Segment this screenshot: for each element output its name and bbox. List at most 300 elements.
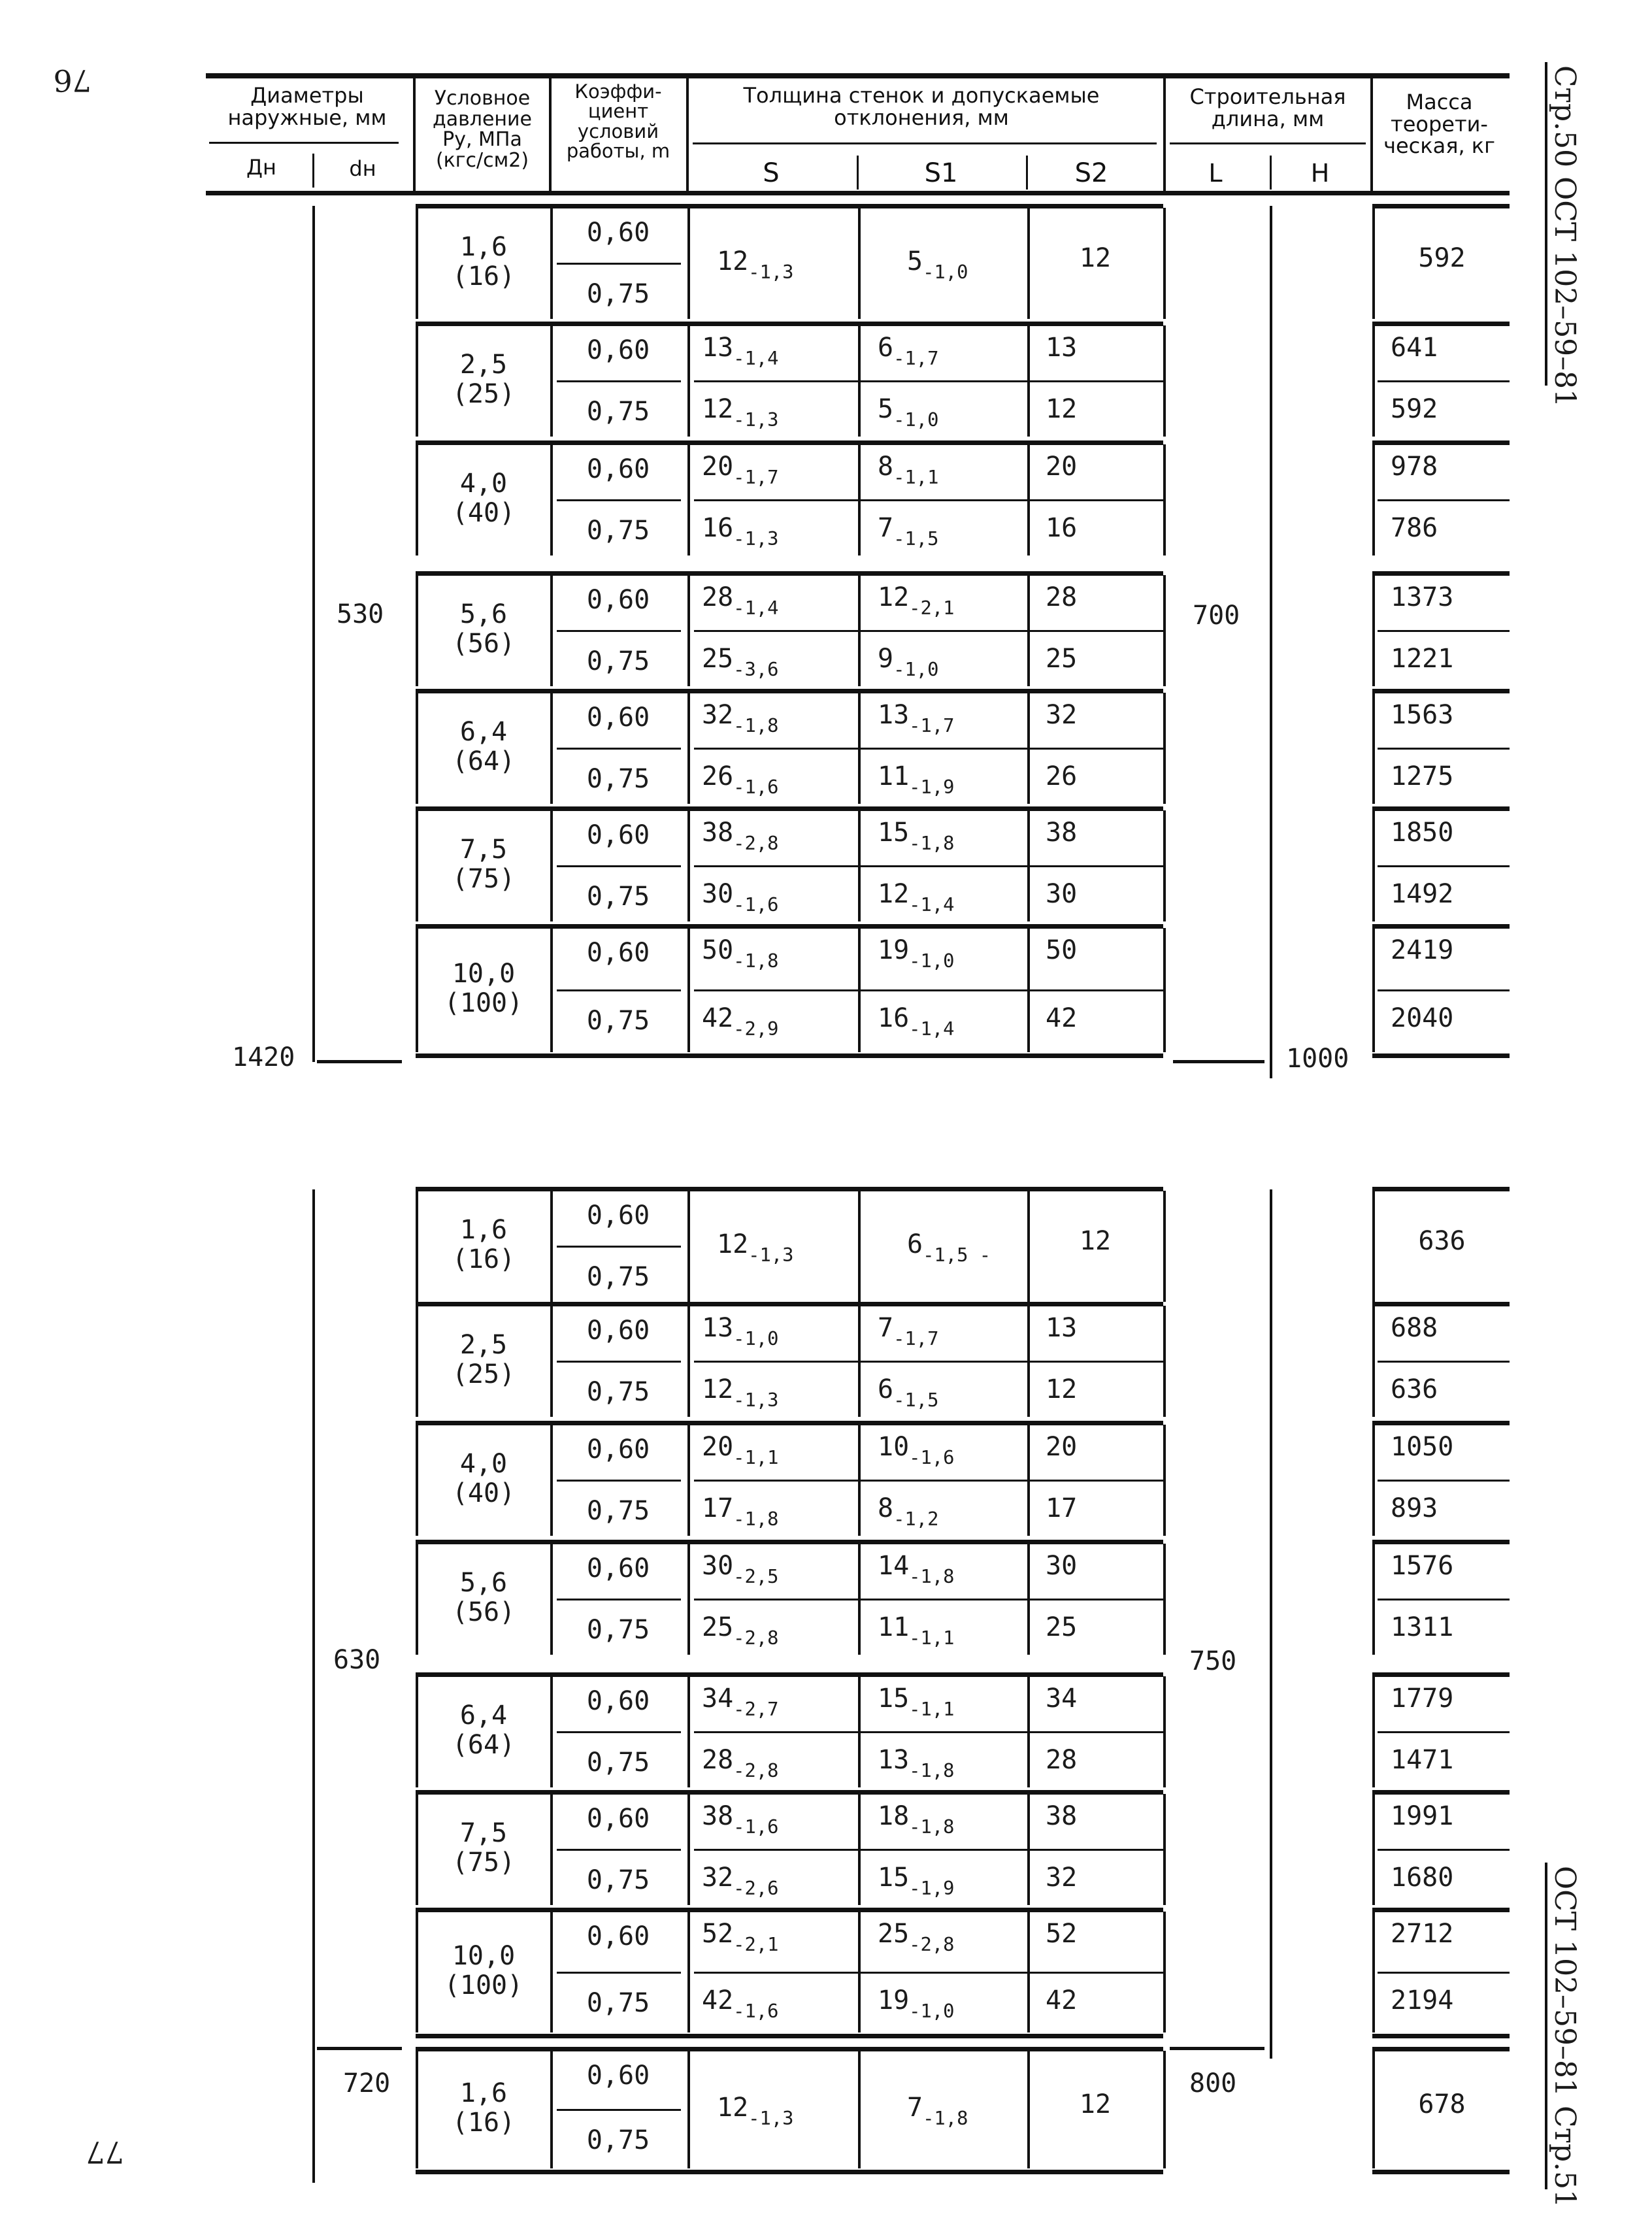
thickness-s-tolerance: -1,0 xyxy=(733,1327,779,1350)
group-top-rule-mass xyxy=(1372,924,1510,929)
thickness-s-tolerance: -1,3 xyxy=(748,2106,794,2129)
cell-border xyxy=(687,575,690,686)
thickness-s1-value: 6 xyxy=(878,333,894,363)
cell-border xyxy=(1372,444,1375,556)
cell-border xyxy=(1372,810,1375,921)
thickness-s2: 32 xyxy=(1046,1863,1078,1893)
thickness-s1-value: 5 xyxy=(907,246,923,276)
thickness-s1-value: 19 xyxy=(878,935,910,965)
thickness-s1 xyxy=(878,1614,955,1648)
thickness-s2: 26 xyxy=(1046,761,1078,791)
thickness-s xyxy=(702,1803,779,1836)
pressure-kgf: (64) xyxy=(452,746,516,776)
cell-border xyxy=(1163,2051,1166,2168)
thickness-s1 xyxy=(878,702,955,735)
thickness-s-value: 30 xyxy=(702,879,734,909)
mass-divider xyxy=(1378,1599,1510,1600)
cell-border xyxy=(1163,928,1166,1052)
cell-border xyxy=(687,1544,690,1655)
cell-border xyxy=(1163,1912,1166,2032)
thickness-s1 xyxy=(907,1231,991,1265)
cell-border xyxy=(687,1676,690,1787)
coef-075: 0,75 xyxy=(586,1865,650,1895)
l-800: 800 xyxy=(1189,2068,1237,2098)
group-top-rule-mass xyxy=(1372,1790,1510,1795)
mass-value: 636 xyxy=(1391,1374,1438,1404)
pressure-value: 1,6 xyxy=(459,1215,508,1245)
thickness-s1-value: 25 xyxy=(878,1919,910,1949)
thickness-s2: 20 xyxy=(1046,1432,1078,1462)
pressure-kgf: (64) xyxy=(452,1730,516,1760)
group-top-rule-mass xyxy=(1372,1672,1510,1677)
cell-border xyxy=(687,325,690,437)
side-label-bottom-rule xyxy=(1545,1863,1547,2189)
thickness-s xyxy=(702,396,779,429)
thickness-s-tolerance: -2,1 xyxy=(733,1932,779,1955)
coef-075: 0,75 xyxy=(586,516,650,546)
thickness-s1-tolerance: -2,1 xyxy=(909,596,955,619)
group-bottom-rule-mass xyxy=(1372,2170,1510,2174)
thickness-s1 xyxy=(878,820,955,853)
thickness-s1 xyxy=(878,881,955,914)
thickness-s-tolerance: -1,6 xyxy=(733,775,779,798)
thickness-s1 xyxy=(878,1747,955,1780)
mass-value: 1680 xyxy=(1391,1863,1454,1893)
thickness-s1 xyxy=(878,646,938,679)
thickness-s2: 30 xyxy=(1046,879,1078,909)
thickness-s1-tolerance: -1,9 xyxy=(909,775,955,798)
thickness-s2: 38 xyxy=(1046,818,1078,848)
cell-border xyxy=(687,928,690,1052)
thickness-s xyxy=(702,1315,779,1348)
coef-060: 0,60 xyxy=(586,1316,650,1346)
thickness-s1-value: 11 xyxy=(878,761,910,791)
group-top-rule xyxy=(416,924,1163,929)
row-divider xyxy=(694,630,1163,632)
group-top-rule-mass xyxy=(1372,571,1510,576)
coef-divider xyxy=(557,748,681,750)
thickness-s2: 30 xyxy=(1046,1551,1078,1581)
thickness-s1-value: 13 xyxy=(878,1745,910,1775)
thickness-s2: 12 xyxy=(1079,2089,1112,2119)
mass-value: 1850 xyxy=(1391,818,1454,848)
coef-060: 0,60 xyxy=(586,454,650,484)
thickness-s-tolerance: -2,6 xyxy=(733,1876,779,1899)
cell-border xyxy=(687,2051,690,2168)
thickness-s1-value: 9 xyxy=(878,644,894,674)
cell-border xyxy=(1163,693,1166,804)
thickness-s xyxy=(702,1747,779,1780)
mass-value: 2040 xyxy=(1391,1003,1454,1033)
pressure-kgf: (100) xyxy=(444,1970,523,2000)
header-s2: S2 xyxy=(1074,158,1108,188)
coef-075: 0,75 xyxy=(586,764,650,794)
mass-divider xyxy=(1378,1849,1510,1851)
cell-border xyxy=(858,1191,861,1302)
thickness-s xyxy=(717,248,794,282)
mass-value: 1221 xyxy=(1391,644,1454,674)
cell-border xyxy=(1372,1676,1375,1787)
group-top-rule xyxy=(416,1672,1163,1677)
thickness-s-tolerance: -1,6 xyxy=(733,1999,779,2022)
mass-value: 688 xyxy=(1391,1313,1438,1343)
mass-value: 893 xyxy=(1391,1493,1438,1523)
pressure-value: 1,6 xyxy=(459,2078,508,2108)
coef-075: 0,75 xyxy=(586,1988,650,2018)
thickness-s-tolerance: -1,8 xyxy=(733,1507,779,1530)
thickness-s-tolerance: -1,1 xyxy=(733,1446,779,1468)
thickness-s-value: 52 xyxy=(702,1919,734,1949)
header-D: Дн xyxy=(246,155,276,180)
l-750: 750 xyxy=(1189,1646,1237,1676)
thickness-s1-tolerance: -1,1 xyxy=(909,1697,955,1720)
group-top-rule-mass xyxy=(1372,689,1510,693)
d-outer-1420: 1420 xyxy=(232,1042,295,1072)
thickness-s1 xyxy=(878,584,955,618)
thickness-s-value: 28 xyxy=(702,1745,734,1775)
thickness-s1-tolerance: -1,5 - xyxy=(923,1243,991,1266)
mass-value: 1311 xyxy=(1391,1612,1454,1642)
thickness-s1-value: 11 xyxy=(878,1612,910,1642)
cell-border xyxy=(1372,928,1375,1052)
mass-divider xyxy=(1378,630,1510,632)
coef-060: 0,60 xyxy=(586,585,650,615)
thickness-s1-tolerance: -1,4 xyxy=(909,1017,955,1040)
thickness-s2: 17 xyxy=(1046,1493,1078,1523)
thickness-s1 xyxy=(878,1495,938,1529)
group-bottom-rule xyxy=(416,2170,1163,2174)
thickness-s xyxy=(717,1231,794,1265)
thickness-s xyxy=(702,1987,779,2021)
coef-060: 0,60 xyxy=(586,1553,650,1584)
thickness-s xyxy=(717,2095,794,2128)
thickness-s-value: 20 xyxy=(702,1432,734,1462)
cell-border xyxy=(1163,208,1166,319)
thickness-s1-tolerance: -1,7 xyxy=(893,1327,939,1350)
pressure-value: 7,5 xyxy=(459,1818,508,1848)
thickness-s-tolerance: -1,3 xyxy=(733,1388,779,1411)
coef-075: 0,75 xyxy=(586,2125,650,2155)
thickness-s1-value: 7 xyxy=(878,513,894,543)
thickness-s1 xyxy=(878,396,938,429)
mass-value: 1576 xyxy=(1391,1551,1454,1581)
mass-value: 2712 xyxy=(1391,1919,1454,1949)
d-720: 720 xyxy=(343,2068,391,2098)
mass-divider xyxy=(1378,1480,1510,1482)
thickness-s-tolerance: -2,8 xyxy=(733,831,779,854)
thickness-s2: 52 xyxy=(1046,1919,1078,1949)
group-top-rule xyxy=(416,689,1163,693)
row-divider xyxy=(694,1599,1163,1600)
pressure-kgf: (40) xyxy=(452,1478,516,1508)
coef-075: 0,75 xyxy=(586,1496,650,1526)
thickness-s1-tolerance: -1,7 xyxy=(909,714,955,737)
cell-border xyxy=(1372,1425,1375,1536)
mass-value: 592 xyxy=(1418,243,1466,273)
pressure-kgf: (56) xyxy=(452,629,516,659)
coef-divider xyxy=(557,1972,681,1974)
thickness-s-tolerance: -1,8 xyxy=(733,714,779,737)
group-bottom-rule-mass xyxy=(1372,2034,1510,2038)
coef-060: 0,60 xyxy=(586,1201,650,1231)
mass-divider xyxy=(1378,380,1510,382)
thickness-s-value: 38 xyxy=(702,818,734,848)
thickness-s-tolerance: -2,8 xyxy=(733,1759,779,1782)
coef-060: 0,60 xyxy=(586,938,650,968)
group-top-rule xyxy=(416,1187,1163,1191)
coef-060: 0,60 xyxy=(586,1804,650,1834)
coef-060: 0,60 xyxy=(586,2061,650,2091)
thickness-s2: 34 xyxy=(1046,1683,1078,1714)
thickness-s1-value: 16 xyxy=(878,1003,910,1033)
thickness-s2: 12 xyxy=(1046,394,1078,424)
thickness-s1 xyxy=(878,454,938,487)
thickness-s-value: 34 xyxy=(702,1683,734,1714)
thickness-s2: 28 xyxy=(1046,582,1078,612)
group-top-rule-mass xyxy=(1372,204,1510,208)
group-top-rule xyxy=(416,1302,1163,1306)
d-530: 530 xyxy=(337,599,384,629)
pressure-value: 1,6 xyxy=(459,232,508,262)
h-1000: 1000 xyxy=(1286,1044,1349,1074)
side-label-top: Стр.50 ОСТ 102–59–81 xyxy=(1548,65,1581,408)
thickness-s xyxy=(702,1685,779,1719)
cell-border xyxy=(1163,1794,1166,1905)
pressure-value: 4,0 xyxy=(459,469,508,499)
pressure-value: 6,4 xyxy=(459,717,508,747)
thickness-s1-value: 8 xyxy=(878,1493,894,1523)
side-label-bottom: ОСТ 102–59–81 Стр.51 xyxy=(1548,1866,1581,2208)
thickness-s xyxy=(702,1495,779,1529)
thickness-s1-tolerance: -1,8 xyxy=(909,1759,955,1782)
coef-divider xyxy=(557,263,681,265)
mass-value: 1563 xyxy=(1391,700,1454,730)
mass-value: 2419 xyxy=(1391,935,1454,965)
thickness-s-tolerance: -1,3 xyxy=(733,408,779,431)
coef-divider xyxy=(557,2109,681,2111)
group-top-rule xyxy=(416,571,1163,576)
thickness-s1-tolerance: -1,6 xyxy=(909,1446,955,1468)
header-coef: Коэффи- циент условий работы, m xyxy=(566,80,670,163)
coef-075: 0,75 xyxy=(586,1262,650,1292)
row-divider xyxy=(694,1849,1163,1851)
row-divider xyxy=(694,1731,1163,1733)
thickness-s-value: 13 xyxy=(702,1313,734,1343)
thickness-s-value: 12 xyxy=(717,2093,749,2123)
group-top-rule xyxy=(416,1790,1163,1795)
group-top-rule-mass xyxy=(1372,1187,1510,1191)
pressure-kgf: (25) xyxy=(452,1359,516,1389)
thickness-s-value: 26 xyxy=(702,761,734,791)
thickness-s1 xyxy=(878,763,955,797)
cell-border xyxy=(687,1794,690,1905)
coef-075: 0,75 xyxy=(586,1748,650,1778)
thickness-s1-value: 5 xyxy=(878,394,894,424)
coef-divider xyxy=(557,1480,681,1482)
mass-divider xyxy=(1378,1731,1510,1733)
mass-value: 786 xyxy=(1391,513,1438,543)
cell-border xyxy=(687,444,690,556)
thickness-s-value: 12 xyxy=(702,394,734,424)
pressure-value: 6,4 xyxy=(459,1700,508,1731)
thickness-s xyxy=(702,763,779,797)
thickness-s2: 20 xyxy=(1046,452,1078,482)
thickness-s2: 12 xyxy=(1079,1226,1112,1256)
cell-border xyxy=(687,1425,690,1536)
thickness-s1-tolerance: -1,0 xyxy=(893,657,939,680)
thickness-s-tolerance: -1,3 xyxy=(733,527,779,550)
group-top-rule-mass xyxy=(1372,440,1510,445)
thickness-s1-value: 7 xyxy=(907,2093,923,2123)
mass-value: 1471 xyxy=(1391,1745,1454,1775)
coef-075: 0,75 xyxy=(586,646,650,676)
pressure-value: 4,0 xyxy=(459,1449,508,1479)
thickness-s2: 13 xyxy=(1046,333,1078,363)
thickness-s xyxy=(702,820,779,853)
thickness-s1-tolerance: -1,1 xyxy=(893,465,939,488)
coef-075: 0,75 xyxy=(586,1377,650,1407)
group-top-rule xyxy=(416,1540,1163,1544)
thickness-s1 xyxy=(878,1553,955,1586)
thickness-s2: 42 xyxy=(1046,1985,1078,2015)
row-divider xyxy=(694,748,1163,750)
thickness-s-value: 17 xyxy=(702,1493,734,1523)
group-top-rule-mass xyxy=(1372,322,1510,326)
thickness-s-tolerance: -3,6 xyxy=(733,657,779,680)
group-bottom-rule-mass xyxy=(1372,1053,1510,1058)
header-s1: S1 xyxy=(924,158,958,188)
thickness-s xyxy=(702,1434,779,1467)
thickness-s1-value: 10 xyxy=(878,1432,910,1462)
thickness-s-value: 38 xyxy=(702,1801,734,1831)
header-mass: Масса теорети- ческая, кг xyxy=(1383,90,1495,159)
d-630: 630 xyxy=(333,1645,381,1675)
thickness-s2: 28 xyxy=(1046,1745,1078,1775)
page-number-top: 76 xyxy=(53,63,91,98)
thickness-s xyxy=(702,1921,779,1954)
header-pressure: Условное давление Ру, МПа (кгс/см2) xyxy=(432,87,532,172)
thickness-s xyxy=(702,1553,779,1586)
coef-divider xyxy=(557,989,681,991)
thickness-s-value: 28 xyxy=(702,582,734,612)
thickness-s2: 16 xyxy=(1046,513,1078,543)
coef-075: 0,75 xyxy=(586,279,650,309)
cell-border xyxy=(687,693,690,804)
thickness-s1 xyxy=(878,1434,955,1467)
coef-075: 0,75 xyxy=(586,397,650,427)
cell-border xyxy=(1372,1306,1375,1417)
coef-060: 0,60 xyxy=(586,1434,650,1465)
thickness-s1-value: 13 xyxy=(878,700,910,730)
cell-border xyxy=(1163,444,1166,556)
thickness-s1-tolerance: -1,8 xyxy=(909,1565,955,1587)
thickness-s1-tolerance: -1,1 xyxy=(909,1626,955,1649)
row-divider xyxy=(694,1480,1163,1482)
group-top-rule xyxy=(416,440,1163,445)
thickness-s xyxy=(702,454,779,487)
coef-060: 0,60 xyxy=(586,335,650,365)
thickness-s1-tolerance: -1,0 xyxy=(893,408,939,431)
thickness-s xyxy=(702,646,779,679)
thickness-s xyxy=(702,335,779,368)
cell-border xyxy=(687,1191,690,1302)
group-bottom-rule xyxy=(416,2034,1163,2038)
cell-border xyxy=(1163,1544,1166,1655)
thickness-s2: 42 xyxy=(1046,1003,1078,1033)
mass-divider xyxy=(1378,989,1510,991)
coef-divider xyxy=(557,630,681,632)
thickness-s1 xyxy=(878,1921,955,1954)
coef-060: 0,60 xyxy=(586,820,650,850)
thickness-s2: 12 xyxy=(1046,1374,1078,1404)
header-d: dн xyxy=(349,156,376,181)
group-top-rule-mass xyxy=(1372,1540,1510,1544)
thickness-s-tolerance: -1,3 xyxy=(748,1243,794,1266)
mass-divider xyxy=(1378,1361,1510,1363)
cell-border xyxy=(687,810,690,921)
mass-value: 641 xyxy=(1391,333,1438,363)
thickness-s-tolerance: -2,7 xyxy=(733,1697,779,1720)
thickness-s-value: 25 xyxy=(702,1612,734,1642)
page-number-bottom: 77 xyxy=(86,2134,124,2170)
thickness-s1 xyxy=(878,1005,955,1038)
mass-value: 978 xyxy=(1391,452,1438,482)
mass-value: 1991 xyxy=(1391,1801,1454,1831)
thickness-s1-tolerance: -1,0 xyxy=(909,1999,955,2022)
thickness-s1 xyxy=(878,335,938,368)
group-top-rule-mass xyxy=(1372,1908,1510,1912)
thickness-s-tolerance: -1,4 xyxy=(733,346,779,369)
thickness-s1 xyxy=(907,248,968,282)
pressure-value: 7,5 xyxy=(459,835,508,865)
row-divider xyxy=(694,989,1163,991)
mass-divider xyxy=(1378,748,1510,750)
coef-divider xyxy=(557,1849,681,1851)
row-divider xyxy=(694,865,1163,867)
thickness-s1-tolerance: -1,7 xyxy=(893,346,939,369)
thickness-s-tolerance: -1,7 xyxy=(733,465,779,488)
group-top-rule-mass xyxy=(1372,1302,1510,1306)
cell-border xyxy=(1372,575,1375,686)
coef-divider xyxy=(557,380,681,382)
thickness-s1-tolerance: -2,8 xyxy=(909,1932,955,1955)
header-L: L xyxy=(1208,159,1223,188)
thickness-s1 xyxy=(878,1803,955,1836)
coef-075: 0,75 xyxy=(586,882,650,912)
thickness-s2: 12 xyxy=(1079,243,1112,273)
cell-border xyxy=(1372,693,1375,804)
thickness-s1-value: 14 xyxy=(878,1551,910,1581)
header-diameters: Диаметры наружные, мм xyxy=(227,83,387,130)
thickness-s-value: 42 xyxy=(702,1003,734,1033)
pressure-value: 10,0 xyxy=(452,1940,516,1971)
thickness-s2: 32 xyxy=(1046,700,1078,730)
pressure-kgf: (16) xyxy=(452,261,516,291)
cell-border xyxy=(1372,1544,1375,1655)
header-s: S xyxy=(763,158,780,188)
coef-075: 0,75 xyxy=(586,1615,650,1645)
pressure-value: 10,0 xyxy=(452,959,516,989)
thickness-s-value: 13 xyxy=(702,333,734,363)
thickness-s2: 25 xyxy=(1046,1612,1078,1642)
thickness-s-value: 50 xyxy=(702,935,734,965)
thickness-s1-value: 15 xyxy=(878,1683,910,1714)
pressure-kgf: (100) xyxy=(444,988,523,1018)
group-top-rule-mass xyxy=(1372,1421,1510,1425)
thickness-s1 xyxy=(878,1987,955,2021)
thickness-s xyxy=(702,515,779,548)
pressure-kgf: (25) xyxy=(452,379,516,409)
